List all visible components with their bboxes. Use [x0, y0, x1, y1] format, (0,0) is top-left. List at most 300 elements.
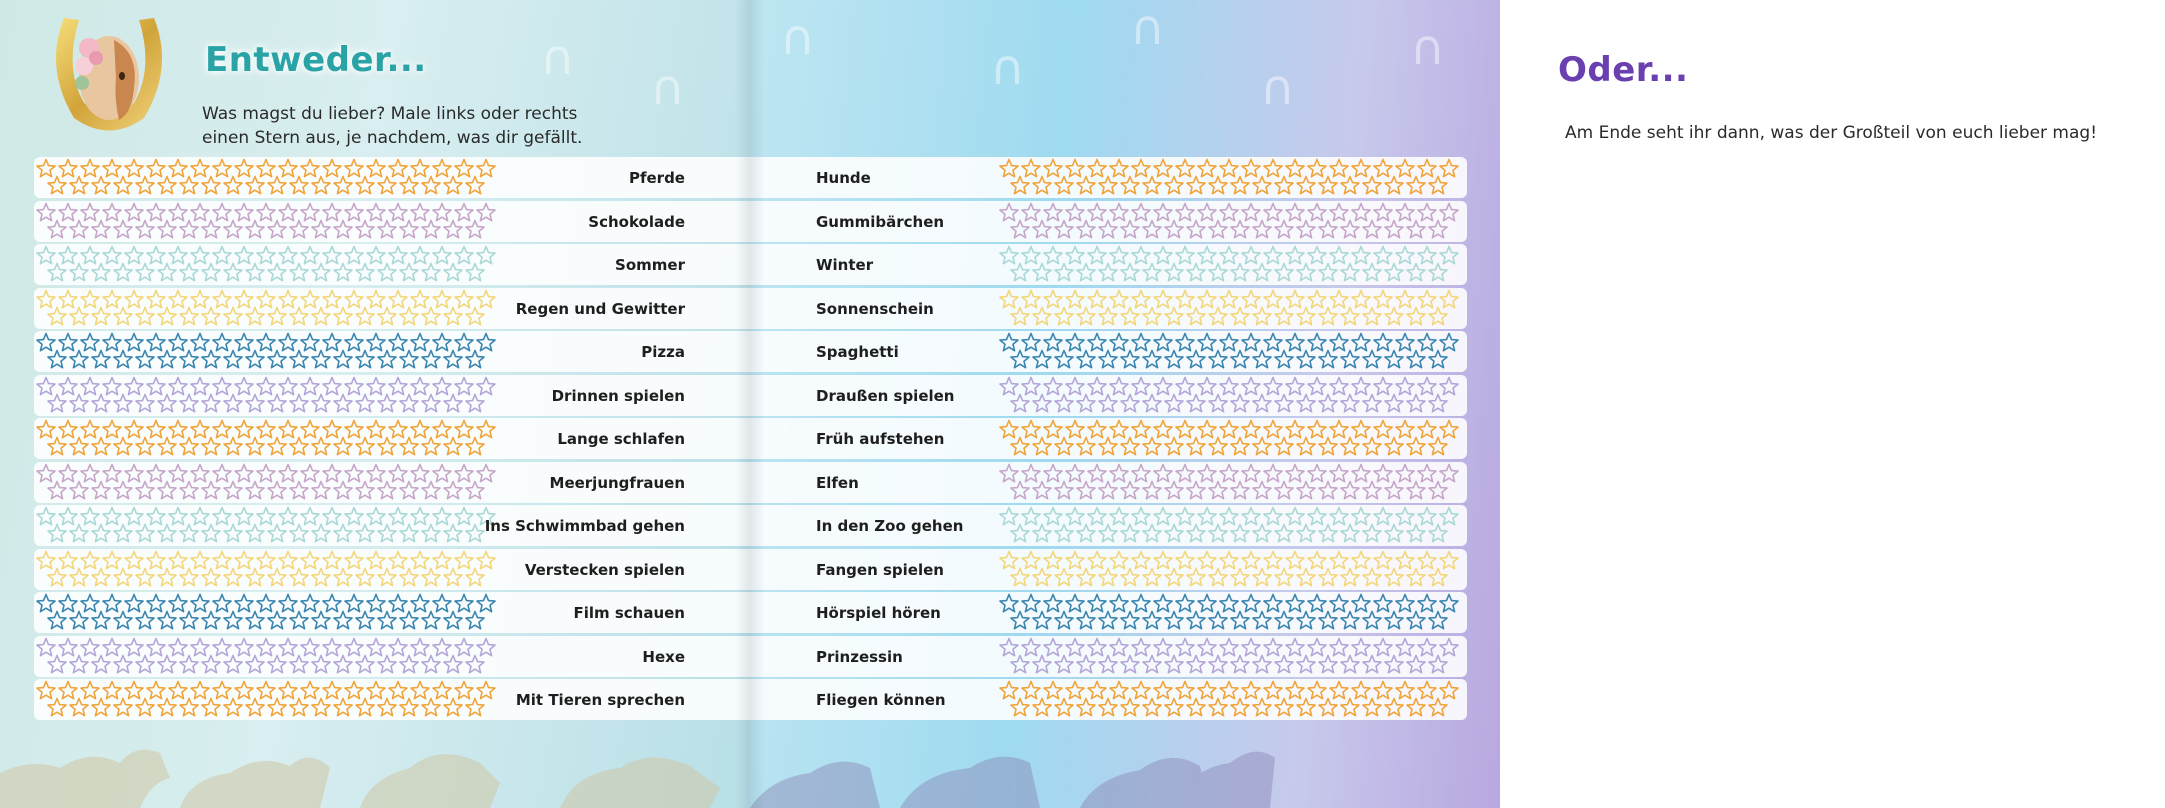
star-outline-icon[interactable]	[1407, 220, 1425, 237]
star-outline-icon[interactable]	[455, 421, 473, 438]
star-outline-icon[interactable]	[1319, 481, 1337, 498]
star-outline-icon[interactable]	[290, 568, 308, 585]
star-outline-icon[interactable]	[59, 421, 77, 438]
star-outline-icon[interactable]	[48, 655, 66, 672]
star-outline-icon[interactable]	[389, 290, 407, 307]
star-outline-icon[interactable]	[356, 525, 374, 542]
star-outline-icon[interactable]	[1418, 334, 1436, 351]
star-outline-icon[interactable]	[1396, 682, 1414, 699]
star-outline-icon[interactable]	[433, 203, 451, 220]
star-outline-icon[interactable]	[1275, 394, 1293, 411]
star-outline-icon[interactable]	[1253, 264, 1271, 281]
star-outline-icon[interactable]	[1330, 160, 1348, 177]
star-outline-icon[interactable]	[1253, 177, 1271, 194]
star-outline-icon[interactable]	[257, 247, 275, 264]
star-outline-icon[interactable]	[1220, 595, 1238, 612]
star-outline-icon[interactable]	[103, 682, 121, 699]
star-outline-icon[interactable]	[433, 377, 451, 394]
star-outline-icon[interactable]	[92, 264, 110, 281]
star-outline-icon[interactable]	[268, 525, 286, 542]
star-outline-icon[interactable]	[1407, 612, 1425, 629]
star-outline-icon[interactable]	[466, 264, 484, 281]
star-outline-icon[interactable]	[433, 595, 451, 612]
star-outline-icon[interactable]	[257, 638, 275, 655]
star-outline-icon[interactable]	[48, 264, 66, 281]
star-outline-icon[interactable]	[1044, 508, 1062, 525]
star-outline-icon[interactable]	[191, 290, 209, 307]
star-outline-icon[interactable]	[1209, 481, 1227, 498]
star-outline-icon[interactable]	[1418, 203, 1436, 220]
star-outline-icon[interactable]	[59, 595, 77, 612]
star-outline-icon[interactable]	[114, 481, 132, 498]
star-outline-icon[interactable]	[114, 699, 132, 716]
star-outline-icon[interactable]	[1033, 699, 1051, 716]
star-outline-icon[interactable]	[1022, 247, 1040, 264]
star-outline-icon[interactable]	[345, 290, 363, 307]
star-outline-icon[interactable]	[1308, 334, 1326, 351]
star-outline-icon[interactable]	[1363, 525, 1381, 542]
star-outline-icon[interactable]	[125, 464, 143, 481]
star-outline-icon[interactable]	[1209, 394, 1227, 411]
star-outline-icon[interactable]	[169, 290, 187, 307]
star-outline-icon[interactable]	[1055, 307, 1073, 324]
star-outline-icon[interactable]	[213, 334, 231, 351]
star-outline-icon[interactable]	[92, 612, 110, 629]
star-outline-icon[interactable]	[1220, 682, 1238, 699]
star-outline-icon[interactable]	[1429, 699, 1447, 716]
star-outline-icon[interactable]	[356, 438, 374, 455]
star-outline-icon[interactable]	[1132, 464, 1150, 481]
star-outline-icon[interactable]	[1000, 551, 1018, 568]
star-outline-icon[interactable]	[1429, 438, 1447, 455]
star-outline-icon[interactable]	[433, 551, 451, 568]
star-outline-icon[interactable]	[1341, 351, 1359, 368]
star-outline-icon[interactable]	[1000, 203, 1018, 220]
star-outline-icon[interactable]	[367, 551, 385, 568]
star-outline-icon[interactable]	[279, 290, 297, 307]
star-outline-icon[interactable]	[1000, 508, 1018, 525]
star-outline-icon[interactable]	[1253, 438, 1271, 455]
star-outline-icon[interactable]	[1286, 682, 1304, 699]
star-outline-icon[interactable]	[334, 438, 352, 455]
star-outline-icon[interactable]	[59, 334, 77, 351]
star-outline-icon[interactable]	[1187, 394, 1205, 411]
star-outline-icon[interactable]	[444, 177, 462, 194]
star-outline-icon[interactable]	[301, 290, 319, 307]
star-outline-icon[interactable]	[466, 438, 484, 455]
star-outline-icon[interactable]	[1385, 699, 1403, 716]
star-outline-icon[interactable]	[1275, 351, 1293, 368]
star-outline-icon[interactable]	[1198, 638, 1216, 655]
star-outline-icon[interactable]	[1077, 307, 1095, 324]
star-outline-icon[interactable]	[1220, 464, 1238, 481]
star-outline-icon[interactable]	[1088, 377, 1106, 394]
star-outline-icon[interactable]	[169, 682, 187, 699]
star-outline-icon[interactable]	[444, 525, 462, 542]
star-outline-icon[interactable]	[1209, 699, 1227, 716]
star-outline-icon[interactable]	[147, 595, 165, 612]
star-outline-icon[interactable]	[191, 464, 209, 481]
star-outline-icon[interactable]	[257, 551, 275, 568]
star-outline-icon[interactable]	[1308, 377, 1326, 394]
star-outline-icon[interactable]	[1066, 551, 1084, 568]
star-outline-icon[interactable]	[1352, 508, 1370, 525]
star-outline-icon[interactable]	[1187, 351, 1205, 368]
star-outline-icon[interactable]	[466, 220, 484, 237]
star-outline-icon[interactable]	[444, 394, 462, 411]
star-outline-icon[interactable]	[1352, 377, 1370, 394]
star-outline-icon[interactable]	[224, 699, 242, 716]
star-outline-icon[interactable]	[1286, 160, 1304, 177]
star-outline-icon[interactable]	[1374, 334, 1392, 351]
star-outline-icon[interactable]	[400, 525, 418, 542]
star-outline-icon[interactable]	[466, 177, 484, 194]
star-outline-icon[interactable]	[114, 177, 132, 194]
star-outline-icon[interactable]	[334, 612, 352, 629]
star-outline-icon[interactable]	[1275, 264, 1293, 281]
star-outline-icon[interactable]	[1374, 160, 1392, 177]
star-outline-icon[interactable]	[1253, 307, 1271, 324]
star-outline-icon[interactable]	[1055, 220, 1073, 237]
star-outline-icon[interactable]	[411, 160, 429, 177]
star-outline-icon[interactable]	[1011, 394, 1029, 411]
star-outline-icon[interactable]	[1088, 464, 1106, 481]
star-outline-icon[interactable]	[1143, 394, 1161, 411]
star-outline-icon[interactable]	[301, 638, 319, 655]
star-outline-icon[interactable]	[1110, 682, 1128, 699]
star-outline-icon[interactable]	[356, 481, 374, 498]
star-outline-icon[interactable]	[422, 481, 440, 498]
star-outline-icon[interactable]	[1341, 655, 1359, 672]
star-outline-icon[interactable]	[136, 481, 154, 498]
star-outline-icon[interactable]	[147, 682, 165, 699]
star-outline-icon[interactable]	[1209, 264, 1227, 281]
star-outline-icon[interactable]	[444, 612, 462, 629]
star-outline-icon[interactable]	[235, 247, 253, 264]
star-outline-icon[interactable]	[1000, 638, 1018, 655]
star-outline-icon[interactable]	[268, 612, 286, 629]
star-outline-icon[interactable]	[455, 464, 473, 481]
star-outline-icon[interactable]	[1352, 551, 1370, 568]
star-outline-icon[interactable]	[466, 481, 484, 498]
star-outline-icon[interactable]	[1187, 525, 1205, 542]
star-outline-icon[interactable]	[1077, 699, 1095, 716]
star-outline-icon[interactable]	[378, 351, 396, 368]
star-outline-icon[interactable]	[312, 699, 330, 716]
star-outline-icon[interactable]	[224, 655, 242, 672]
star-rating-strip[interactable]	[34, 462, 504, 503]
star-outline-icon[interactable]	[246, 699, 264, 716]
star-outline-icon[interactable]	[1418, 464, 1436, 481]
star-outline-icon[interactable]	[125, 508, 143, 525]
star-outline-icon[interactable]	[1044, 682, 1062, 699]
star-outline-icon[interactable]	[279, 203, 297, 220]
star-outline-icon[interactable]	[103, 638, 121, 655]
star-outline-icon[interactable]	[1121, 438, 1139, 455]
star-outline-icon[interactable]	[180, 655, 198, 672]
star-outline-icon[interactable]	[400, 699, 418, 716]
star-outline-icon[interactable]	[279, 551, 297, 568]
star-outline-icon[interactable]	[433, 508, 451, 525]
star-outline-icon[interactable]	[1000, 334, 1018, 351]
star-outline-icon[interactable]	[202, 177, 220, 194]
star-outline-icon[interactable]	[1209, 655, 1227, 672]
star-outline-icon[interactable]	[48, 220, 66, 237]
star-outline-icon[interactable]	[279, 638, 297, 655]
star-outline-icon[interactable]	[136, 264, 154, 281]
star-outline-icon[interactable]	[1440, 160, 1458, 177]
star-outline-icon[interactable]	[1110, 334, 1128, 351]
star-outline-icon[interactable]	[1385, 481, 1403, 498]
star-outline-icon[interactable]	[1187, 655, 1205, 672]
star-outline-icon[interactable]	[1143, 177, 1161, 194]
star-outline-icon[interactable]	[81, 203, 99, 220]
star-outline-icon[interactable]	[1418, 421, 1436, 438]
star-outline-icon[interactable]	[114, 438, 132, 455]
star-outline-icon[interactable]	[411, 203, 429, 220]
star-outline-icon[interactable]	[1066, 595, 1084, 612]
star-outline-icon[interactable]	[1055, 655, 1073, 672]
star-outline-icon[interactable]	[235, 595, 253, 612]
star-outline-icon[interactable]	[1374, 203, 1392, 220]
star-outline-icon[interactable]	[301, 247, 319, 264]
star-outline-icon[interactable]	[345, 508, 363, 525]
star-outline-icon[interactable]	[1330, 377, 1348, 394]
star-outline-icon[interactable]	[1121, 264, 1139, 281]
star-outline-icon[interactable]	[235, 508, 253, 525]
star-outline-icon[interactable]	[268, 655, 286, 672]
star-outline-icon[interactable]	[345, 160, 363, 177]
star-outline-icon[interactable]	[477, 682, 495, 699]
star-outline-icon[interactable]	[1110, 464, 1128, 481]
star-outline-icon[interactable]	[246, 438, 264, 455]
star-outline-icon[interactable]	[1374, 290, 1392, 307]
star-outline-icon[interactable]	[290, 655, 308, 672]
star-outline-icon[interactable]	[1165, 481, 1183, 498]
star-outline-icon[interactable]	[147, 160, 165, 177]
star-outline-icon[interactable]	[411, 508, 429, 525]
star-outline-icon[interactable]	[345, 551, 363, 568]
star-outline-icon[interactable]	[1165, 264, 1183, 281]
star-outline-icon[interactable]	[1407, 351, 1425, 368]
star-outline-icon[interactable]	[1407, 394, 1425, 411]
star-outline-icon[interactable]	[1352, 334, 1370, 351]
star-outline-icon[interactable]	[444, 351, 462, 368]
star-outline-icon[interactable]	[224, 394, 242, 411]
star-outline-icon[interactable]	[1132, 160, 1150, 177]
star-outline-icon[interactable]	[1286, 421, 1304, 438]
star-outline-icon[interactable]	[1352, 464, 1370, 481]
star-outline-icon[interactable]	[1231, 394, 1249, 411]
star-rating-strip[interactable]	[997, 331, 1467, 372]
star-outline-icon[interactable]	[279, 508, 297, 525]
star-outline-icon[interactable]	[257, 203, 275, 220]
star-outline-icon[interactable]	[114, 612, 132, 629]
star-outline-icon[interactable]	[1440, 464, 1458, 481]
star-outline-icon[interactable]	[1319, 307, 1337, 324]
star-outline-icon[interactable]	[1396, 464, 1414, 481]
star-outline-icon[interactable]	[1374, 682, 1392, 699]
star-outline-icon[interactable]	[433, 247, 451, 264]
star-outline-icon[interactable]	[290, 264, 308, 281]
star-outline-icon[interactable]	[367, 203, 385, 220]
star-outline-icon[interactable]	[1275, 438, 1293, 455]
star-outline-icon[interactable]	[389, 551, 407, 568]
star-outline-icon[interactable]	[125, 247, 143, 264]
star-outline-icon[interactable]	[1374, 464, 1392, 481]
star-outline-icon[interactable]	[1176, 464, 1194, 481]
star-outline-icon[interactable]	[1231, 264, 1249, 281]
star-outline-icon[interactable]	[191, 595, 209, 612]
star-outline-icon[interactable]	[147, 464, 165, 481]
star-outline-icon[interactable]	[466, 699, 484, 716]
star-outline-icon[interactable]	[1044, 203, 1062, 220]
star-outline-icon[interactable]	[1209, 612, 1227, 629]
star-outline-icon[interactable]	[1198, 160, 1216, 177]
star-outline-icon[interactable]	[389, 377, 407, 394]
star-outline-icon[interactable]	[389, 464, 407, 481]
star-outline-icon[interactable]	[147, 203, 165, 220]
star-outline-icon[interactable]	[1242, 290, 1260, 307]
star-outline-icon[interactable]	[1429, 177, 1447, 194]
star-outline-icon[interactable]	[1099, 307, 1117, 324]
star-outline-icon[interactable]	[125, 160, 143, 177]
star-outline-icon[interactable]	[224, 307, 242, 324]
star-outline-icon[interactable]	[1022, 377, 1040, 394]
star-outline-icon[interactable]	[433, 682, 451, 699]
star-outline-icon[interactable]	[1286, 290, 1304, 307]
star-outline-icon[interactable]	[1286, 377, 1304, 394]
star-outline-icon[interactable]	[389, 595, 407, 612]
star-outline-icon[interactable]	[180, 307, 198, 324]
star-outline-icon[interactable]	[48, 612, 66, 629]
star-outline-icon[interactable]	[1143, 699, 1161, 716]
star-outline-icon[interactable]	[180, 481, 198, 498]
star-outline-icon[interactable]	[455, 160, 473, 177]
star-outline-icon[interactable]	[1363, 394, 1381, 411]
star-outline-icon[interactable]	[1374, 638, 1392, 655]
star-outline-icon[interactable]	[147, 247, 165, 264]
star-outline-icon[interactable]	[103, 203, 121, 220]
star-outline-icon[interactable]	[1275, 568, 1293, 585]
star-outline-icon[interactable]	[224, 438, 242, 455]
star-outline-icon[interactable]	[1330, 334, 1348, 351]
star-outline-icon[interactable]	[81, 290, 99, 307]
star-rating-strip[interactable]	[997, 157, 1467, 198]
star-outline-icon[interactable]	[1011, 351, 1029, 368]
star-outline-icon[interactable]	[345, 595, 363, 612]
star-outline-icon[interactable]	[213, 551, 231, 568]
star-outline-icon[interactable]	[1088, 247, 1106, 264]
star-outline-icon[interactable]	[1385, 351, 1403, 368]
star-outline-icon[interactable]	[1022, 551, 1040, 568]
star-outline-icon[interactable]	[114, 568, 132, 585]
star-outline-icon[interactable]	[92, 394, 110, 411]
star-outline-icon[interactable]	[1363, 438, 1381, 455]
star-outline-icon[interactable]	[301, 160, 319, 177]
star-outline-icon[interactable]	[356, 655, 374, 672]
star-outline-icon[interactable]	[1396, 421, 1414, 438]
star-outline-icon[interactable]	[1363, 177, 1381, 194]
star-outline-icon[interactable]	[312, 438, 330, 455]
star-outline-icon[interactable]	[169, 421, 187, 438]
star-outline-icon[interactable]	[1418, 290, 1436, 307]
star-outline-icon[interactable]	[1055, 394, 1073, 411]
star-outline-icon[interactable]	[455, 377, 473, 394]
star-outline-icon[interactable]	[1099, 438, 1117, 455]
star-outline-icon[interactable]	[92, 481, 110, 498]
star-outline-icon[interactable]	[444, 307, 462, 324]
star-outline-icon[interactable]	[1110, 551, 1128, 568]
star-outline-icon[interactable]	[1418, 595, 1436, 612]
star-outline-icon[interactable]	[477, 247, 495, 264]
star-outline-icon[interactable]	[1407, 481, 1425, 498]
star-outline-icon[interactable]	[1033, 525, 1051, 542]
star-outline-icon[interactable]	[1198, 290, 1216, 307]
star-outline-icon[interactable]	[246, 264, 264, 281]
star-outline-icon[interactable]	[59, 638, 77, 655]
star-outline-icon[interactable]	[323, 290, 341, 307]
star-outline-icon[interactable]	[136, 525, 154, 542]
star-outline-icon[interactable]	[48, 568, 66, 585]
star-outline-icon[interactable]	[1396, 595, 1414, 612]
star-outline-icon[interactable]	[312, 655, 330, 672]
star-outline-icon[interactable]	[1011, 481, 1029, 498]
star-outline-icon[interactable]	[1209, 177, 1227, 194]
star-outline-icon[interactable]	[1088, 682, 1106, 699]
star-outline-icon[interactable]	[1440, 551, 1458, 568]
star-outline-icon[interactable]	[1363, 220, 1381, 237]
star-outline-icon[interactable]	[48, 394, 66, 411]
star-outline-icon[interactable]	[1000, 290, 1018, 307]
star-outline-icon[interactable]	[323, 203, 341, 220]
star-outline-icon[interactable]	[367, 421, 385, 438]
star-outline-icon[interactable]	[290, 699, 308, 716]
star-outline-icon[interactable]	[1341, 525, 1359, 542]
star-outline-icon[interactable]	[1088, 551, 1106, 568]
star-outline-icon[interactable]	[1055, 351, 1073, 368]
star-outline-icon[interactable]	[323, 464, 341, 481]
star-outline-icon[interactable]	[301, 595, 319, 612]
star-outline-icon[interactable]	[1330, 464, 1348, 481]
star-outline-icon[interactable]	[1264, 682, 1282, 699]
star-outline-icon[interactable]	[92, 699, 110, 716]
star-outline-icon[interactable]	[1352, 682, 1370, 699]
star-outline-icon[interactable]	[1231, 525, 1249, 542]
star-outline-icon[interactable]	[235, 290, 253, 307]
star-outline-icon[interactable]	[1011, 568, 1029, 585]
star-outline-icon[interactable]	[1275, 481, 1293, 498]
star-outline-icon[interactable]	[246, 220, 264, 237]
star-outline-icon[interactable]	[1308, 464, 1326, 481]
star-outline-icon[interactable]	[1022, 421, 1040, 438]
star-outline-icon[interactable]	[477, 464, 495, 481]
star-outline-icon[interactable]	[334, 220, 352, 237]
star-outline-icon[interactable]	[334, 351, 352, 368]
star-outline-icon[interactable]	[1253, 612, 1271, 629]
star-outline-icon[interactable]	[1440, 203, 1458, 220]
star-outline-icon[interactable]	[92, 177, 110, 194]
star-outline-icon[interactable]	[1154, 247, 1172, 264]
star-outline-icon[interactable]	[1374, 421, 1392, 438]
star-outline-icon[interactable]	[1088, 203, 1106, 220]
star-rating-strip[interactable]	[997, 592, 1467, 633]
star-outline-icon[interactable]	[400, 655, 418, 672]
star-outline-icon[interactable]	[136, 699, 154, 716]
star-outline-icon[interactable]	[202, 525, 220, 542]
star-outline-icon[interactable]	[1341, 438, 1359, 455]
star-outline-icon[interactable]	[213, 638, 231, 655]
